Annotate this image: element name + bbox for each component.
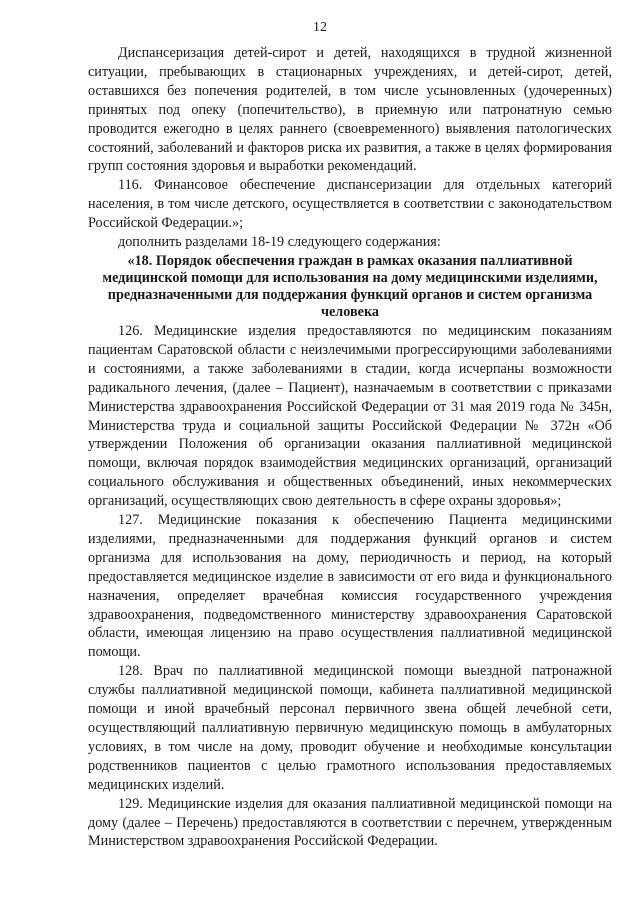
page-number: 12	[313, 20, 327, 35]
paragraph-116: 116. Финансовое обеспечение диспансеризации для отдельных категорий населения, в том числе детского, осуществляется в соответствии с законодательством Российской Федерации.»;	[88, 177, 612, 232]
paragraph-dispanserization: Диспансеризация детей-сирот и детей, находящихся в трудной жизненной ситуации, пребывающих в стационарных учреждениях, и детей-сирот, детей, оставшихся без попечения родителей, в том числе усыновленных (удочеренных) принятых под опеку (попечительство), в приемную или патронатную семью проводится ежегодно в целях раннего (своевременного) выявления патологических состояний, заболеваний и факторов риска их развития, а также в целях формирования групп состояния здоровья и выработки рекомендаций.	[88, 45, 612, 175]
paragraph-addition: дополнить разделами 18-19 следующего содержания:	[118, 234, 441, 251]
section-18-heading: «18. Порядок обеспечения граждан в рамках оказания паллиативной медицинской помощи для использования на дому медицинскими изделиями, предназначенными для поддержания функций органов и систем организма человека	[102, 252, 598, 320]
paragraph-127: 127. Медицинские показания к обеспечению Пациента медицинскими изделиями, предназначенными для поддержания функций органов и систем организма для использования на дому, периодичность и период, на который предоставляется медицинское изделие в зависимости от его вида и функционального назначения, определяет врачебная комиссия государственного учреждения здравоохранения, подведомственного министерству здравоохранения Саратовской области, имеющая лицензию на право осуществления паллиативной медицинской помощи.	[88, 512, 612, 661]
paragraph-129: 129. Медицинские изделия для оказания паллиативной медицинской помощи на дому (далее – Перечень) предоставляются в соответствии с перечнем, утвержденным Министерством здравоохранения Российской Федерации.	[88, 795, 612, 850]
paragraph-128: 128. Врач по паллиативной медицинской помощи выездной патронажной службы паллиативной медицинской помощи, кабинета паллиативной медицинской помощи и иной врачебный персонал первичного звена общей лечебной сети, осуществляющий паллиативную первичную медицинскую помощь в амбулаторных условиях, в том числе на дому, проводит обучение и необходимые консультации родственников пациентов с целью грамотного использования предоставляемых медицинских изделий.	[88, 663, 612, 793]
document-body	[88, 44, 612, 851]
paragraph-126: 126. Медицинские изделия предоставляются по медицинским показаниям пациентам Саратовской области с неизлечимыми прогрессирующими заболеваниями и состояниями, а также заболеваниями в стадии, когда исчерпаны возможности радикального лечения, (далее – Пациент), назначаемым в соответствии с приказами Министерства здравоохранения Российской Федерации от 31 мая 2019 года № 345н, Министерства труда и социальной защиты Российской Федерации № 372н «Об утверждении Положения об организации оказания паллиативной медицинской помощи, включая порядок взаимодействия медицинских организаций, организаций социального обслуживания и общественных объединений, иных некоммерческих организаций, осуществляющих свою деятельность в сфере охраны здоровья»;	[88, 322, 612, 510]
